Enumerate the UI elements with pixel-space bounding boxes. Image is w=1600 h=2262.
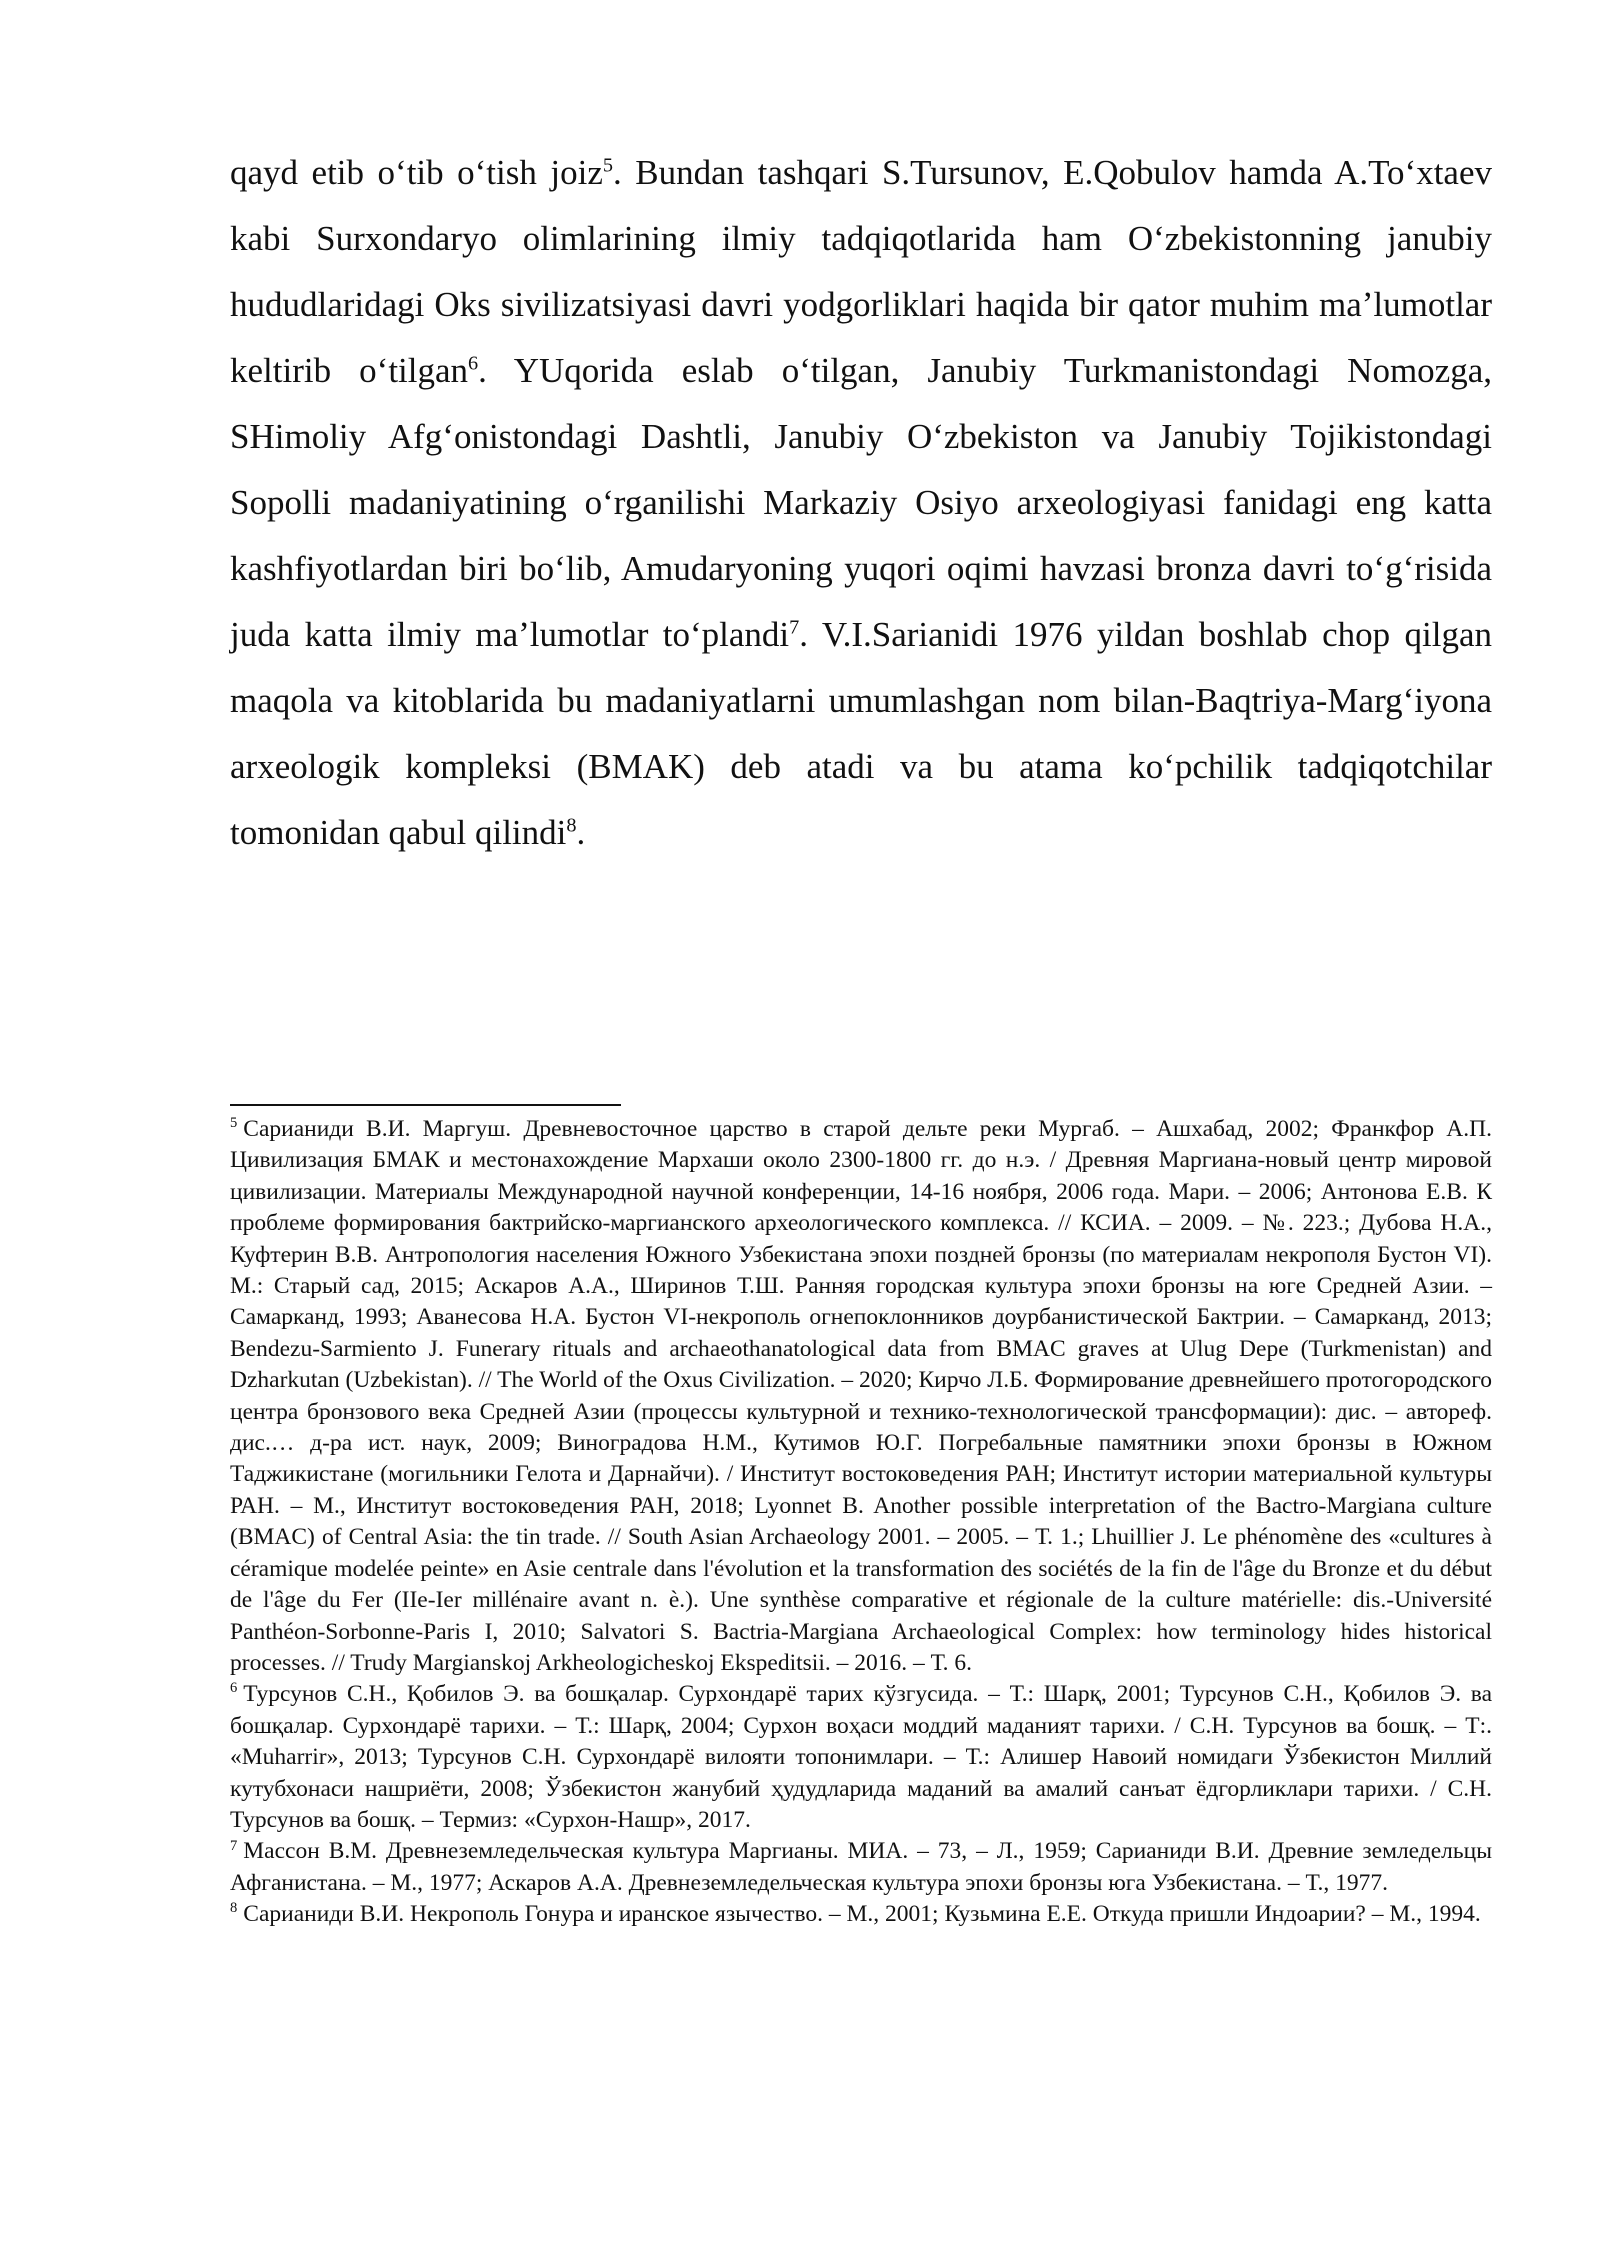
footnote-reference[interactable]: 7: [789, 616, 800, 639]
footnote-number: 5: [230, 1115, 238, 1132]
footnote-number: 6: [230, 1680, 238, 1697]
footnote-separator: [230, 1104, 621, 1106]
footnote-number: 7: [230, 1837, 238, 1854]
footnote-reference[interactable]: 5: [602, 154, 613, 177]
footnote-text: Массон В.М. Древнеземледельческая культура Маргианы. МИА. – 73, – Л., 1959; Сарианиди В.И. Древние земледельцы Афганистана. – М., 1977; Аскаров А.А. Древнеземледельческая культура эпохи бронзы юга Узбекистана. – Т., 1977.: [230, 1838, 1492, 1896]
body-text-segment: .: [576, 813, 586, 852]
page-body: [230, 140, 1492, 866]
body-text-segment: qayd etib oʻtib oʻtish joiz: [230, 153, 603, 192]
body-text-segment: . YUqorida eslab oʻtilgan, Janubiy Turkmanistondagi Nomozga, SHimoliy Afgʻonistondagi Dashtli, Janubiy Oʻzbekiston va Janubiy Tojikistondagi Sopolli madaniyatining oʻrganilishi Markaziy Osiyo arxeologiyasi fanidagi eng katta kashfiyotlardan biri boʻlib, Amudaryoning yuqori oqimi havzasi bronza davri toʻgʻrisida juda katta ilmiy maʼlumotlar toʻplandi: [230, 351, 1493, 654]
footnote-reference[interactable]: 8: [566, 814, 577, 837]
footnote-6: [230, 1679, 1492, 1836]
footnote-text: Турсунов С.Н., Қобилов Э. ва бошқалар. Сурхондарё тарих кўзгусида. – Т.: Шарқ, 2001; Турсунов С.Н., Қобилов Э. ва бошқалар. Сурхондарё тарихи. – Т.: Шарқ, 2004; Сурхон воҳаси моддий маданият тарихи. / С.Н. Турсунов ва бошқ. – Т:. «Muharrir», 2013; Турсунов С.Н. Сурхондарё вилояти топонимлари. – Т.: Алишер Навоий номидаги Ўзбекистон Миллий кутубхонаси нашриёти, 2008; Ўзбекистон жанубий ҳудудларида маданий ва амалий санъат ёдгорликлари тарихи. / С.Н. Турсунов ва бошқ. – Термиз: «Сурхон-Нашр», 2017.: [230, 1681, 1492, 1833]
footnote-5: [230, 1114, 1492, 1679]
footnotes-section: [230, 1114, 1492, 1931]
footnote-8: [230, 1899, 1492, 1930]
footnote-7: [230, 1836, 1492, 1899]
footnote-reference[interactable]: 6: [468, 352, 479, 375]
body-text-segment: . V.I.Sarianidi 1976 yildan boshlab chop qilgan maqola va kitoblarida bu madaniyatlarni umumlashgan nom bilan-Baqtriya-Margʻiyona arxeologik kompleksi (BMAK) deb atadi va bu atama koʻpchilik tadqiqotchilar tomonidan qabul qilindi: [230, 615, 1492, 852]
main-text: [230, 140, 1492, 866]
footnote-text: Сарианиди В.И. Некрополь Гонура и иранское язычество. – М., 2001; Кузьмина Е.Е. Откуда пришли Индоарии? – М., 1994.: [243, 1901, 1481, 1928]
body-text-segment: . Bundan tashqari S.Tursunov, E.Qobulov hamda A.Toʻxtaev kabi Surxondaryo olimlarining ilmiy tadqiqotlarida ham Oʻzbekistonning janubiy hududlaridagi Oks sivilizatsiyasi davri yodgorliklari haqida bir qator muhim maʼlumotlar keltirib oʻtilgan: [230, 153, 1492, 390]
body-paragraph: [230, 140, 1492, 866]
footnote-number: 8: [230, 1900, 238, 1917]
footnote-text: Сарианиди В.И. Маргуш. Древневосточное царство в старой дельте реки Мургаб. – Ашхабад, 2002; Франкфор А.П. Цивилизация БМАК и местонахождение Мархаши около 2300-1800 гг. до н.э. / Древняя Маргиана-новый центр мировой цивилизации. Материалы Международной научной конференции, 14-16 ноября, 2006 года. Мари. – 2006; Антонова Е.В. К проблеме формирования бактрийско-маргианского археологического комплекса. // КСИА. – 2009. – №. 223.; Дубова Н.А., Куфтерин В.В. Антропология населения Южного Узбекистана эпохи поздней бронзы (по материалам некрополя Бустон VI). М.: Старый сад, 2015; Аскаров А.А., Ширинов Т.Ш. Ранняя городская культура эпохи бронзы на юге Средней Азии. – Самарканд, 1993; Аванесова Н.А. Бустон VI-некрополь огнепоклонников доурбанистической Бактрии. – Самарканд, 2013; Bendezu-Sarmiento J. Funerary rituals and archaeothanatological data from BMAC graves at Ulug Depe (Turkmenistan) and Dzharkutan (Uzbekistan). // The World of the Oxus Civilization. – 2020; Кирчо Л.Б. Формирование древнейшего протогородского центра бронзового века Средней Азии (процессы культурной и технико-технологической трансформации): дис. – автореф. дис.… д-ра ист. наук, 2009; Виноградова Н.М., Кутимов Ю.Г. Погребальные памятники эпохи бронзы в Южном Таджикистане (могильники Гелота и Дарнайчи). / Институт востоковедения РАН; Институт истории материальной культуры РАН. – М., Институт востоковедения РАН, 2018; Lyonnet B. Another possible interpretation of the Bactro-Margiana culture (BMAC) of Central Asia: the tin trade. // South Asian Archaeology 2001. – 2005. – Т. 1.; Lhuillier J. Le phénomène des «cultures à céramique modelée peinte» en Asie centrale dans l'évolution et la transformation des sociétés de la fin de l'âge du Bronze et du début de l'âge du Fer (IIe-Ier millénaire avant n. è.). Une synthèse comparative et régionale de la culture matérielle: dis.-Université Panthéon-Sorbonne-Paris I, 2010; Salvatori S. Bactria-Margiana Archaeological Complex: how terminology hides historical processes. // Trudy Margianskoj Arkheologicheskoj Ekspeditsii. – 2016. – Т. 6.: [230, 1116, 1492, 1676]
